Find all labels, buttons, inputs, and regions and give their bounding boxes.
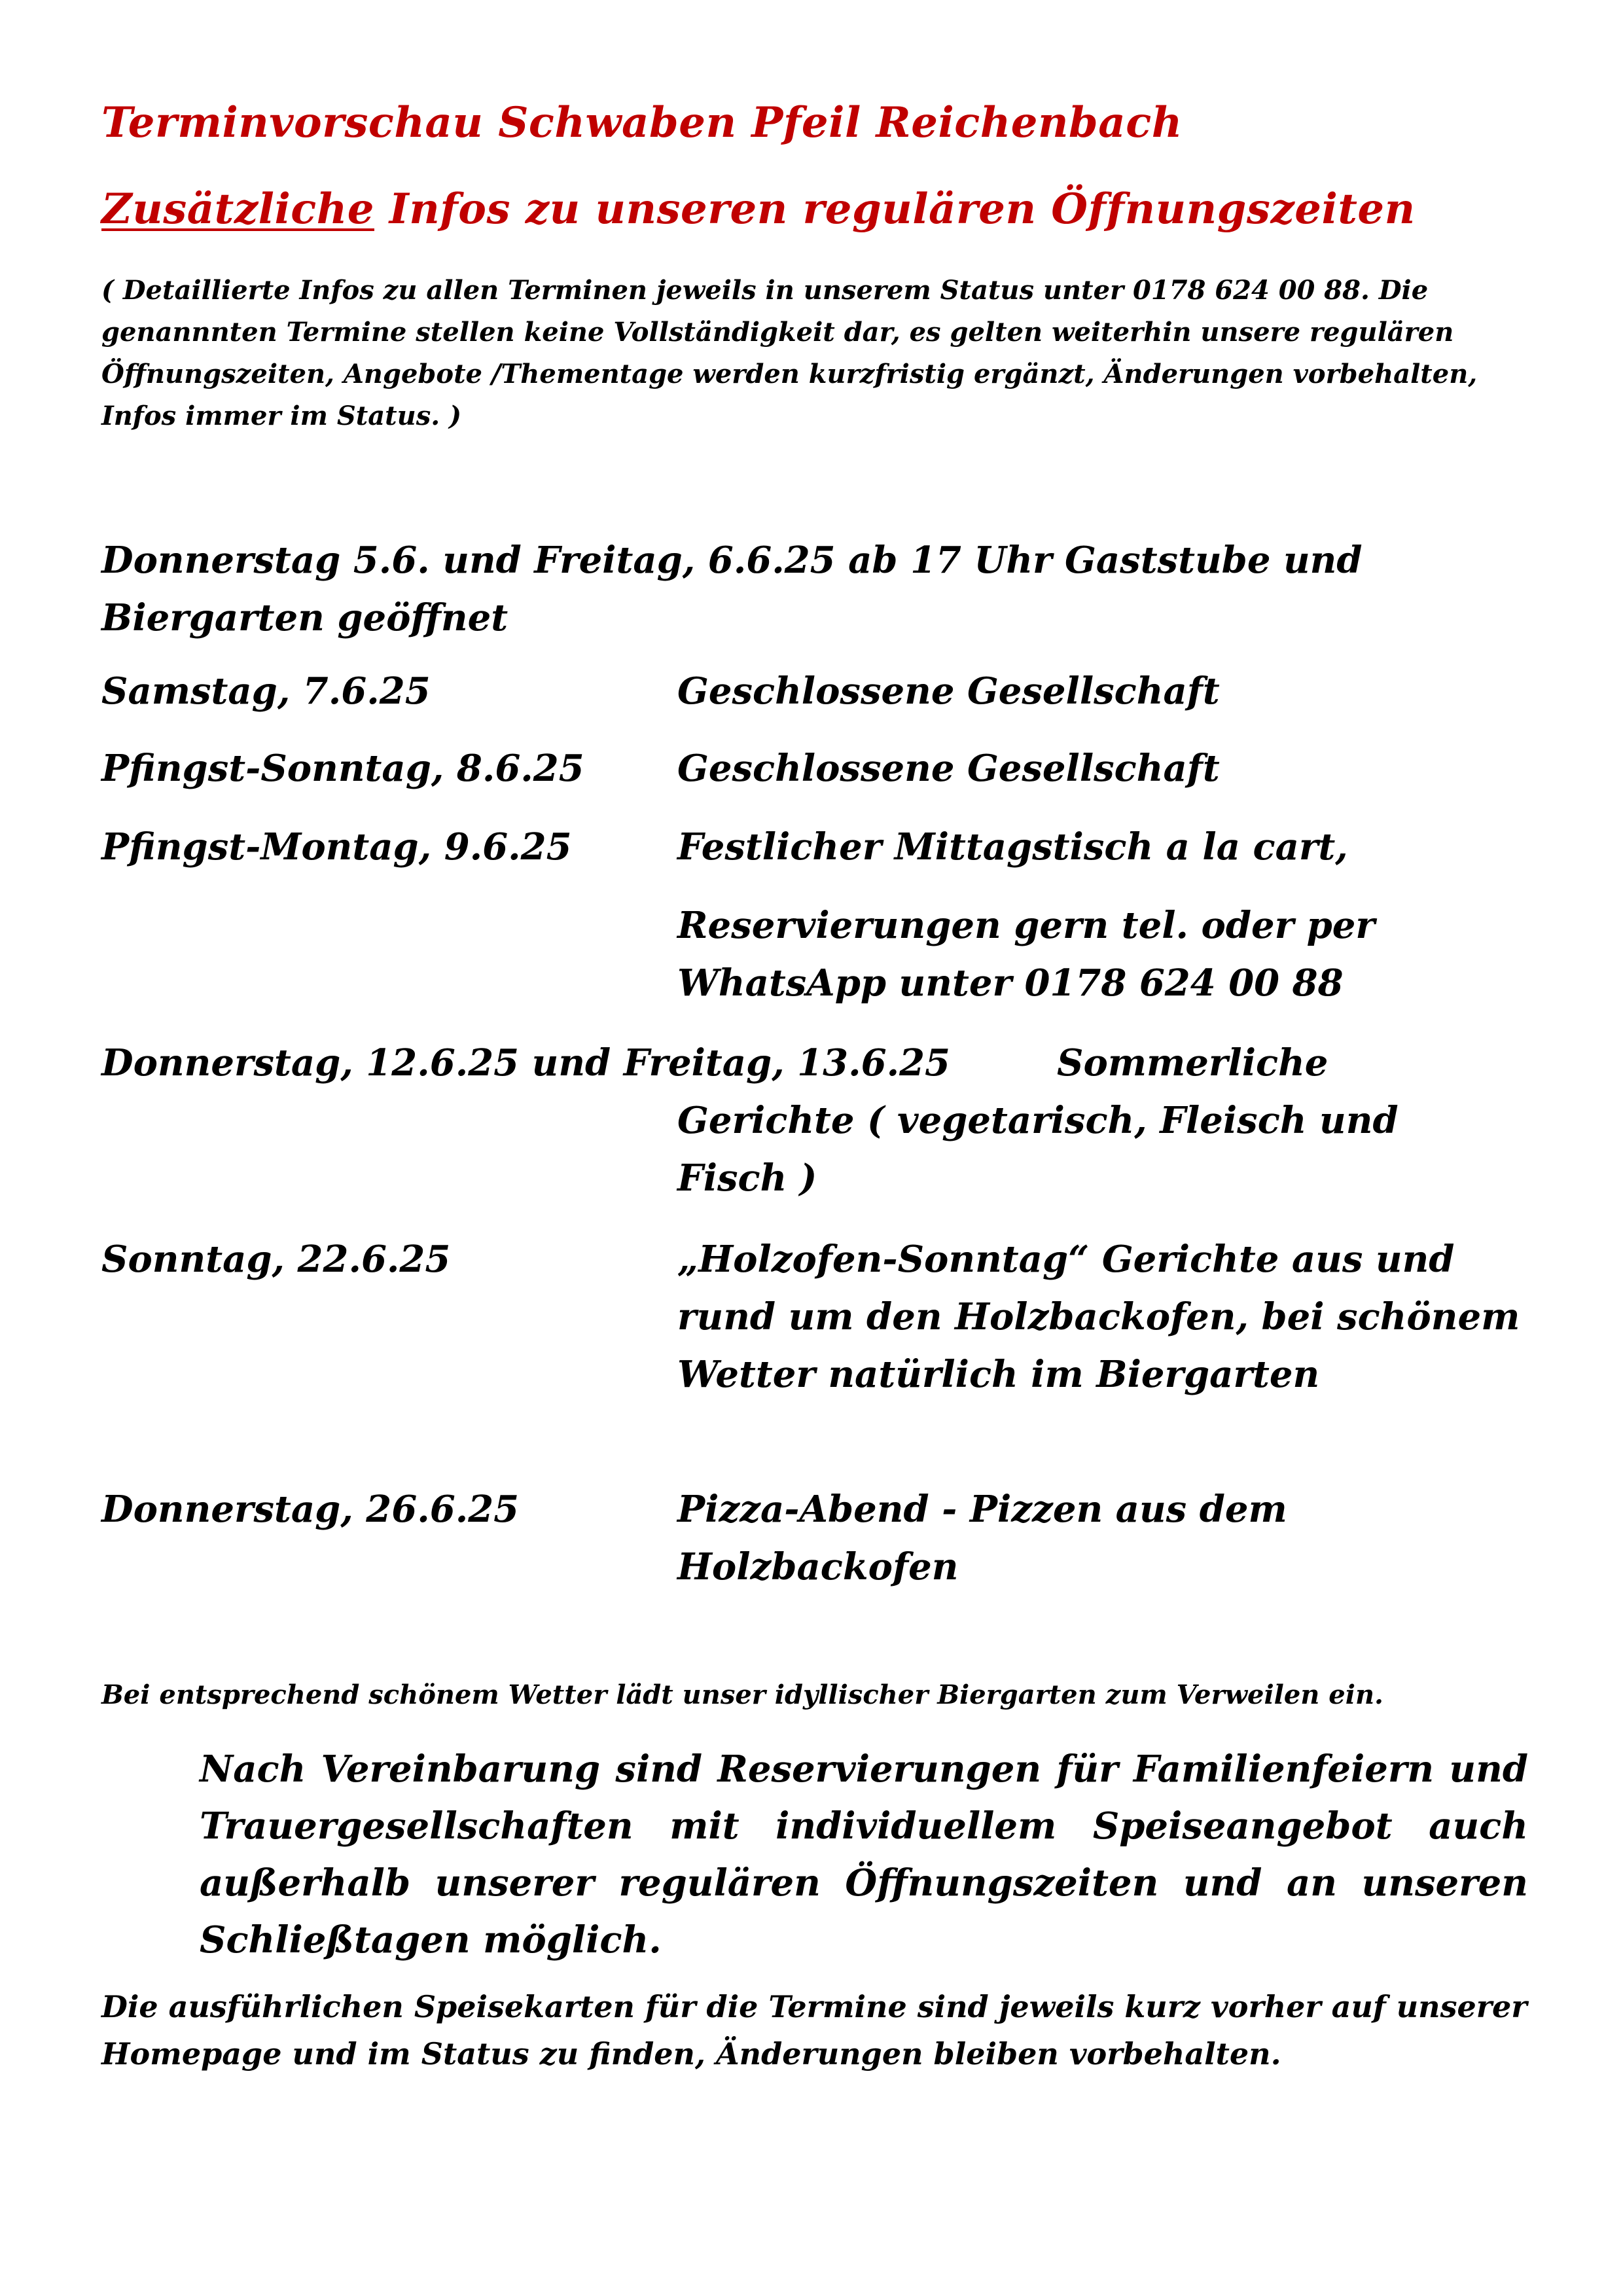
event-date: Pfingst-Montag, 9.6.25	[101, 825, 572, 869]
subtitle-underlined-word: Zusätzliche	[101, 185, 374, 234]
event-date: Donnerstag, 26.6.25	[101, 1488, 520, 1531]
event-date: Pfingst-Sonntag, 8.6.25	[101, 747, 584, 790]
event-description: Reservierungen gern tel. oder per WhatsApp unter 0178 624 00 88	[677, 904, 1375, 1005]
event-description: Pizza-Abend - Pizzen aus dem Holzbackofen	[677, 1488, 1287, 1588]
event-date: Donnerstag, 12.6.25 und Freitag, 13.6.25	[101, 1041, 950, 1085]
event-description: Geschlossene Gesellschaft	[677, 670, 1220, 713]
page-subtitle	[101, 185, 1416, 234]
biergarten-note: Bei entsprechend schönem Wetter lädt unser idyllischer Biergarten zum Verweilen ein.	[101, 1679, 1383, 1710]
event-description: Sommerliche Gerichte ( vegetarisch, Fleisch und Fisch )	[677, 1041, 1399, 1200]
event-description: „Holzofen-Sonntag“ Gerichte aus und rund um den Holzbackofen, bei schönem Wetter natürlich im Biergarten	[677, 1238, 1520, 1396]
event-date: Sonntag, 22.6.25	[101, 1238, 451, 1281]
event-date: Samstag, 7.6.25	[101, 670, 431, 713]
reservation-note: Nach Vereinbarung sind Reservierungen für Familienfeiern und Trauergesellschaften mit individuellem Speiseangebot auch außerhalb unserer regulären Öffnungszeiten und an unseren Schließtagen möglich.	[200, 1748, 1528, 1962]
info-note: ( Detaillierte Infos zu allen Terminen jeweils in unserem Status unter 0178 624 00 88. Die genannnten Termine stellen keine Vollständigkeit dar, es gelten weiterhin unsere regulären Öffnungszeiten, Angebote /Thementage werden kurzfristig ergänzt, Änderungen vorbehalten, Infos immer im Status. )	[101, 275, 1478, 431]
event-opening: Donnerstag 5.6. und Freitag, 6.6.25 ab 17 Uhr Gaststube und Biergarten geöffnet	[101, 539, 1363, 639]
subtitle-rest: Infos zu unseren regulären Öffnungszeiten	[374, 185, 1416, 234]
event-description: Geschlossene Gesellschaft	[677, 747, 1220, 790]
page-title: Terminvorschau Schwaben Pfeil Reichenbach	[101, 98, 1183, 147]
closing-note: Die ausführlichen Speisekarten für die Termine sind jeweils kurz vorher auf unserer Homepage und im Status zu finden, Änderungen bleiben vorbehalten.	[101, 1989, 1527, 2072]
event-description: Festlicher Mittagstisch a la cart,	[677, 825, 1348, 869]
